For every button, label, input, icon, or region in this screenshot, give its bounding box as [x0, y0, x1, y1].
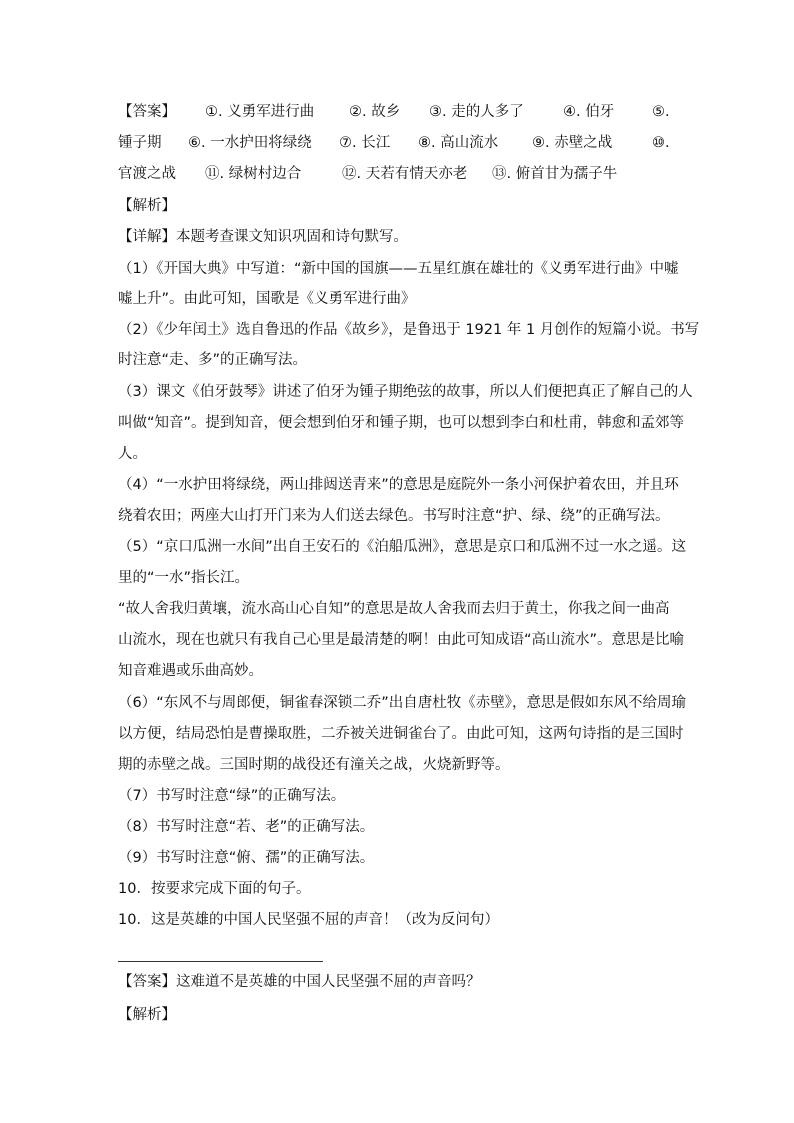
- detail-line-16: （6）“东风不与周郎便，铜雀春深锁二乔”出自唐杜牧《赤壁》，意思是假如东风不给周瑜: [118, 695, 686, 711]
- answer-item-9: ⑨. 赤壁之战: [532, 135, 613, 151]
- detail-line-11: （5）“京口瓜洲一水间”出自王安石的《泊船瓜洲》，意思是京口和瓜洲不过一水之遥。这: [118, 539, 686, 555]
- detail-line-4: （2）《少年闰土》选自鲁迅的作品《故乡》，是鲁迅于 1921 年 1 月创作的短篇小说。书写: [118, 322, 700, 338]
- question-heading: 10．按要求完成下面的句子。: [118, 881, 311, 897]
- answer-item-2: ②. 故乡: [349, 104, 401, 120]
- answer-item-3: ③. 走的人多了: [429, 104, 524, 120]
- answer-item-1: ①. 义勇军进行曲: [205, 104, 315, 120]
- answer-blank-line: [118, 961, 323, 962]
- detail-line-14: 山流水，现在也就只有我自己心里是最清楚的啊！由此可知成语“高山流水”。意思是比喻: [118, 632, 685, 648]
- detail-line-6: （3）课文《伯牙鼓琴》讲述了伯牙为锺子期绝弦的故事，所以人们便把真正了解自己的人: [118, 384, 693, 400]
- detail-line-19: （7）书写时注意“绿”的正确写法。: [118, 788, 346, 804]
- detail-line-13: “故人舍我归黄壤，流水高山心自知”的意思是故人舍我而去归于黄土，你我之间一曲高: [118, 601, 670, 617]
- answer-2: 【答案】这难道不是英雄的中国人民坚强不屈的声音吗？: [118, 974, 481, 990]
- detail-line-15: 知音难遇或乐曲高妙。: [118, 663, 263, 679]
- detail-line-5: 时注意“走、多”的正确写法。: [118, 352, 308, 368]
- answer-item-10-cont: 官渡之战: [118, 166, 176, 182]
- answer-item-5-cont: 锺子期: [118, 135, 162, 151]
- detail-line-3: 嘘上升”。由此可知，国歌是《义勇军进行曲》: [118, 291, 416, 307]
- answer-item-8: ⑧. 高山流水: [418, 135, 499, 151]
- detail-line-7: 叫做“知音”。提到知音，便会想到伯牙和锺子期，也可以想到李白和杜甫，韩愈和孟郊等: [118, 415, 685, 431]
- answer-header: 【答案】: [118, 104, 176, 120]
- answer-item-11: ⑪. 绿树村边合: [205, 166, 302, 182]
- detail-line-20: （8）书写时注意“若、老”的正确写法。: [118, 819, 375, 835]
- answer-item-12: ⑫. 天若有情天亦老: [342, 166, 468, 182]
- answer-item-6: ⑥. 一水护田将绿绕: [188, 135, 312, 151]
- detail-line-8: 人。: [118, 446, 147, 462]
- detail-line-12: 里的“一水”指长江。: [118, 570, 250, 586]
- answer-item-7: ⑦. 长江: [339, 135, 391, 151]
- analysis-2-header: 【解析】: [118, 1007, 176, 1023]
- question-10: 10．这是英雄的中国人民坚强不屈的声音！（改为反问句）: [118, 912, 499, 928]
- detail-line-18: 期的赤壁之战。三国时期的战役还有潼关之战，火烧新野等。: [118, 757, 510, 773]
- detail-line-10: 绕着农田；两座大山打开门来为人们送去绿色。书写时注意“护、绿、绕”的正确写法。: [118, 508, 670, 524]
- detail-line-9: （4）“一水护田将绿绕，两山排闼送青来”的意思是庭院外一条小河保护着农田，并且环: [118, 477, 679, 493]
- answer-item-10: ⑩.: [652, 135, 670, 151]
- analysis-header: 【解析】: [118, 198, 176, 214]
- answer-item-13: ⑬. 俯首甘为孺子牛: [492, 166, 618, 182]
- answer-item-4: ④. 伯牙: [563, 104, 615, 120]
- detail-line-21: （9）书写时注意“俯、孺”的正确写法。: [118, 850, 375, 866]
- detail-line-1: 【详解】本题考查课文知识巩固和诗句默写。: [118, 229, 408, 245]
- detail-line-2: （1）《开国大典》中写道：“新中国的国旗——五星红旗在雄壮的《义勇军进行曲》中嘘: [118, 261, 679, 277]
- answer-item-5: ⑤.: [652, 104, 670, 120]
- detail-line-17: 以方便，结局恐怕是曹操取胜，二乔被关进铜雀台了。由此可知，这两句诗指的是三国时: [118, 726, 684, 742]
